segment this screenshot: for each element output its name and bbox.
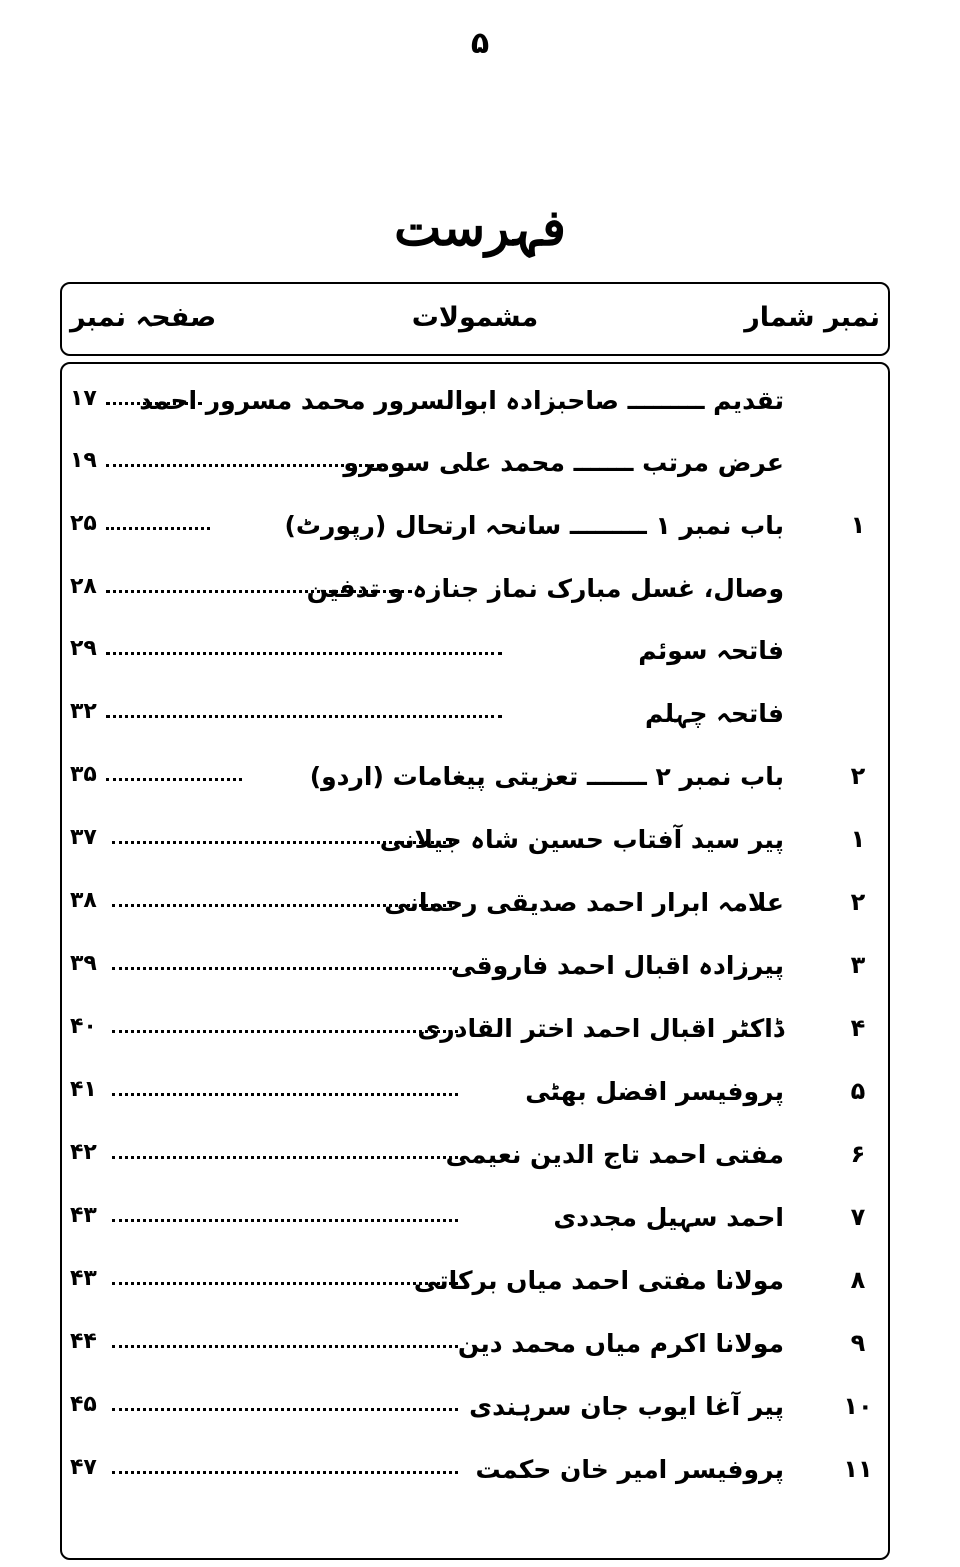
leader-dots	[112, 1345, 458, 1348]
row-text: پیر آغا ایوب جان سرہندی	[469, 1392, 784, 1421]
row-serial: ۱۰	[843, 1392, 873, 1420]
row-text: پروفیسر امیر خان حکمت	[475, 1455, 784, 1484]
row-page: ۴۲	[70, 1140, 97, 1165]
leader-dots	[106, 590, 412, 593]
row-text: پروفیسر افضل بھٹی	[525, 1077, 784, 1106]
row-page: ۳۸	[70, 888, 97, 913]
leader-dots	[112, 841, 458, 844]
row-page: ۴۳	[70, 1266, 97, 1291]
leader-dots	[112, 904, 458, 907]
row-page: ۲۵	[70, 511, 97, 536]
table-header	[60, 282, 890, 356]
toc-body	[60, 362, 890, 1560]
toc-row	[62, 1260, 888, 1310]
row-text: پیر سید آفتاب حسین شاہ جیلانی	[379, 825, 784, 854]
row-serial: ۶	[850, 1140, 866, 1168]
toc-row	[62, 630, 888, 680]
row-serial: ۲	[850, 888, 866, 916]
row-text: باب نمبر ۱ ـــــــــ سانحہ ارتحال (رپورٹ)	[284, 511, 784, 540]
row-text: احمد سہیل مجددی	[553, 1203, 784, 1232]
toc-row	[62, 819, 888, 869]
row-page: ۴۴	[70, 1329, 97, 1354]
leader-dots	[112, 1219, 458, 1222]
toc-row	[62, 442, 888, 492]
row-text: وصال، غسل مبارک نماز جنازہ و تدفین	[306, 574, 784, 603]
row-text: مولانا اکرم میاں محمد دین	[457, 1329, 784, 1358]
toc-row	[62, 1071, 888, 1121]
row-serial: ۵	[850, 1077, 866, 1105]
row-serial: ۱۱	[843, 1455, 873, 1483]
row-page: ۴۳	[70, 1203, 97, 1228]
header-page: صفحہ نمبر	[70, 302, 217, 333]
toc-row	[62, 1197, 888, 1247]
row-page: ۲۹	[70, 636, 97, 661]
row-page: ۴۷	[70, 1455, 97, 1480]
row-page: ۳۷	[70, 825, 97, 850]
leader-dots	[106, 527, 210, 530]
toc-row	[62, 1008, 888, 1058]
toc-row	[62, 756, 888, 806]
toc-row	[62, 1134, 888, 1184]
row-page: ۳۹	[70, 951, 97, 976]
row-page: ۲۸	[70, 574, 97, 599]
toc-row	[62, 1323, 888, 1373]
row-page: ۳۲	[70, 699, 97, 724]
leader-dots	[112, 1471, 458, 1474]
row-page: ۳۵	[70, 762, 97, 787]
row-text: فاتحہ چہلم	[645, 699, 784, 728]
leader-dots	[106, 402, 202, 405]
toc-row	[62, 568, 888, 618]
row-serial: ۳	[850, 951, 866, 979]
toc-row	[62, 1386, 888, 1436]
page-title: فہرست	[394, 198, 566, 257]
row-page: ۴۵	[70, 1392, 97, 1417]
row-text: باب نمبر ۲ ـــــــ تعزیتی پیغامات (اردو)	[309, 762, 784, 791]
row-text: پیرزادہ اقبال احمد فاروقی	[450, 951, 784, 980]
leader-dots	[112, 1093, 458, 1096]
leader-dots	[106, 652, 502, 655]
row-page: ۱۷	[70, 386, 97, 411]
leader-dots	[106, 464, 386, 467]
leader-dots	[112, 1408, 458, 1411]
row-serial: ۴	[850, 1014, 866, 1042]
row-page: ۱۹	[70, 448, 97, 473]
row-serial: ۱	[850, 825, 866, 853]
row-serial: ۱	[850, 511, 866, 539]
header-serial: نمبر شمار	[744, 302, 880, 333]
toc-row	[62, 380, 888, 430]
toc-row	[62, 945, 888, 995]
row-text: مفتی احمد تاج الدین نعیمی	[445, 1140, 784, 1169]
leader-dots	[112, 1282, 458, 1285]
leader-dots	[106, 778, 242, 781]
header-content: مشمولات	[411, 302, 539, 333]
row-text: عرض مرتب ـــــــ محمد علی سومرو	[343, 448, 784, 477]
row-text: مولانا مفتی احمد میاں برکاتی	[413, 1266, 784, 1295]
row-text: فاتحہ سوئم	[638, 636, 784, 665]
toc-row	[62, 1449, 888, 1499]
toc-row	[62, 693, 888, 743]
row-serial: ۲	[850, 762, 866, 790]
row-serial: ۷	[850, 1203, 866, 1231]
leader-dots	[106, 715, 502, 718]
row-text: ڈاکٹر اقبال احمد اختر القادری	[417, 1014, 784, 1043]
row-serial: ۸	[850, 1266, 866, 1294]
leader-dots	[112, 1030, 458, 1033]
row-text: تقدیم ـــــــــ صاحبزادہ ابوالسرور محمد مسرور احمد	[139, 386, 784, 415]
row-text: علامہ ابرار احمد صدیقی رحمانی	[384, 888, 784, 917]
leader-dots	[112, 967, 458, 970]
row-page: ۴۱	[70, 1077, 97, 1102]
leader-dots	[112, 1156, 458, 1159]
page-number: ۵	[470, 26, 490, 61]
toc-row	[62, 505, 888, 555]
toc-row	[62, 882, 888, 932]
row-serial: ۹	[850, 1329, 866, 1357]
row-page: ۴۰	[70, 1014, 97, 1039]
